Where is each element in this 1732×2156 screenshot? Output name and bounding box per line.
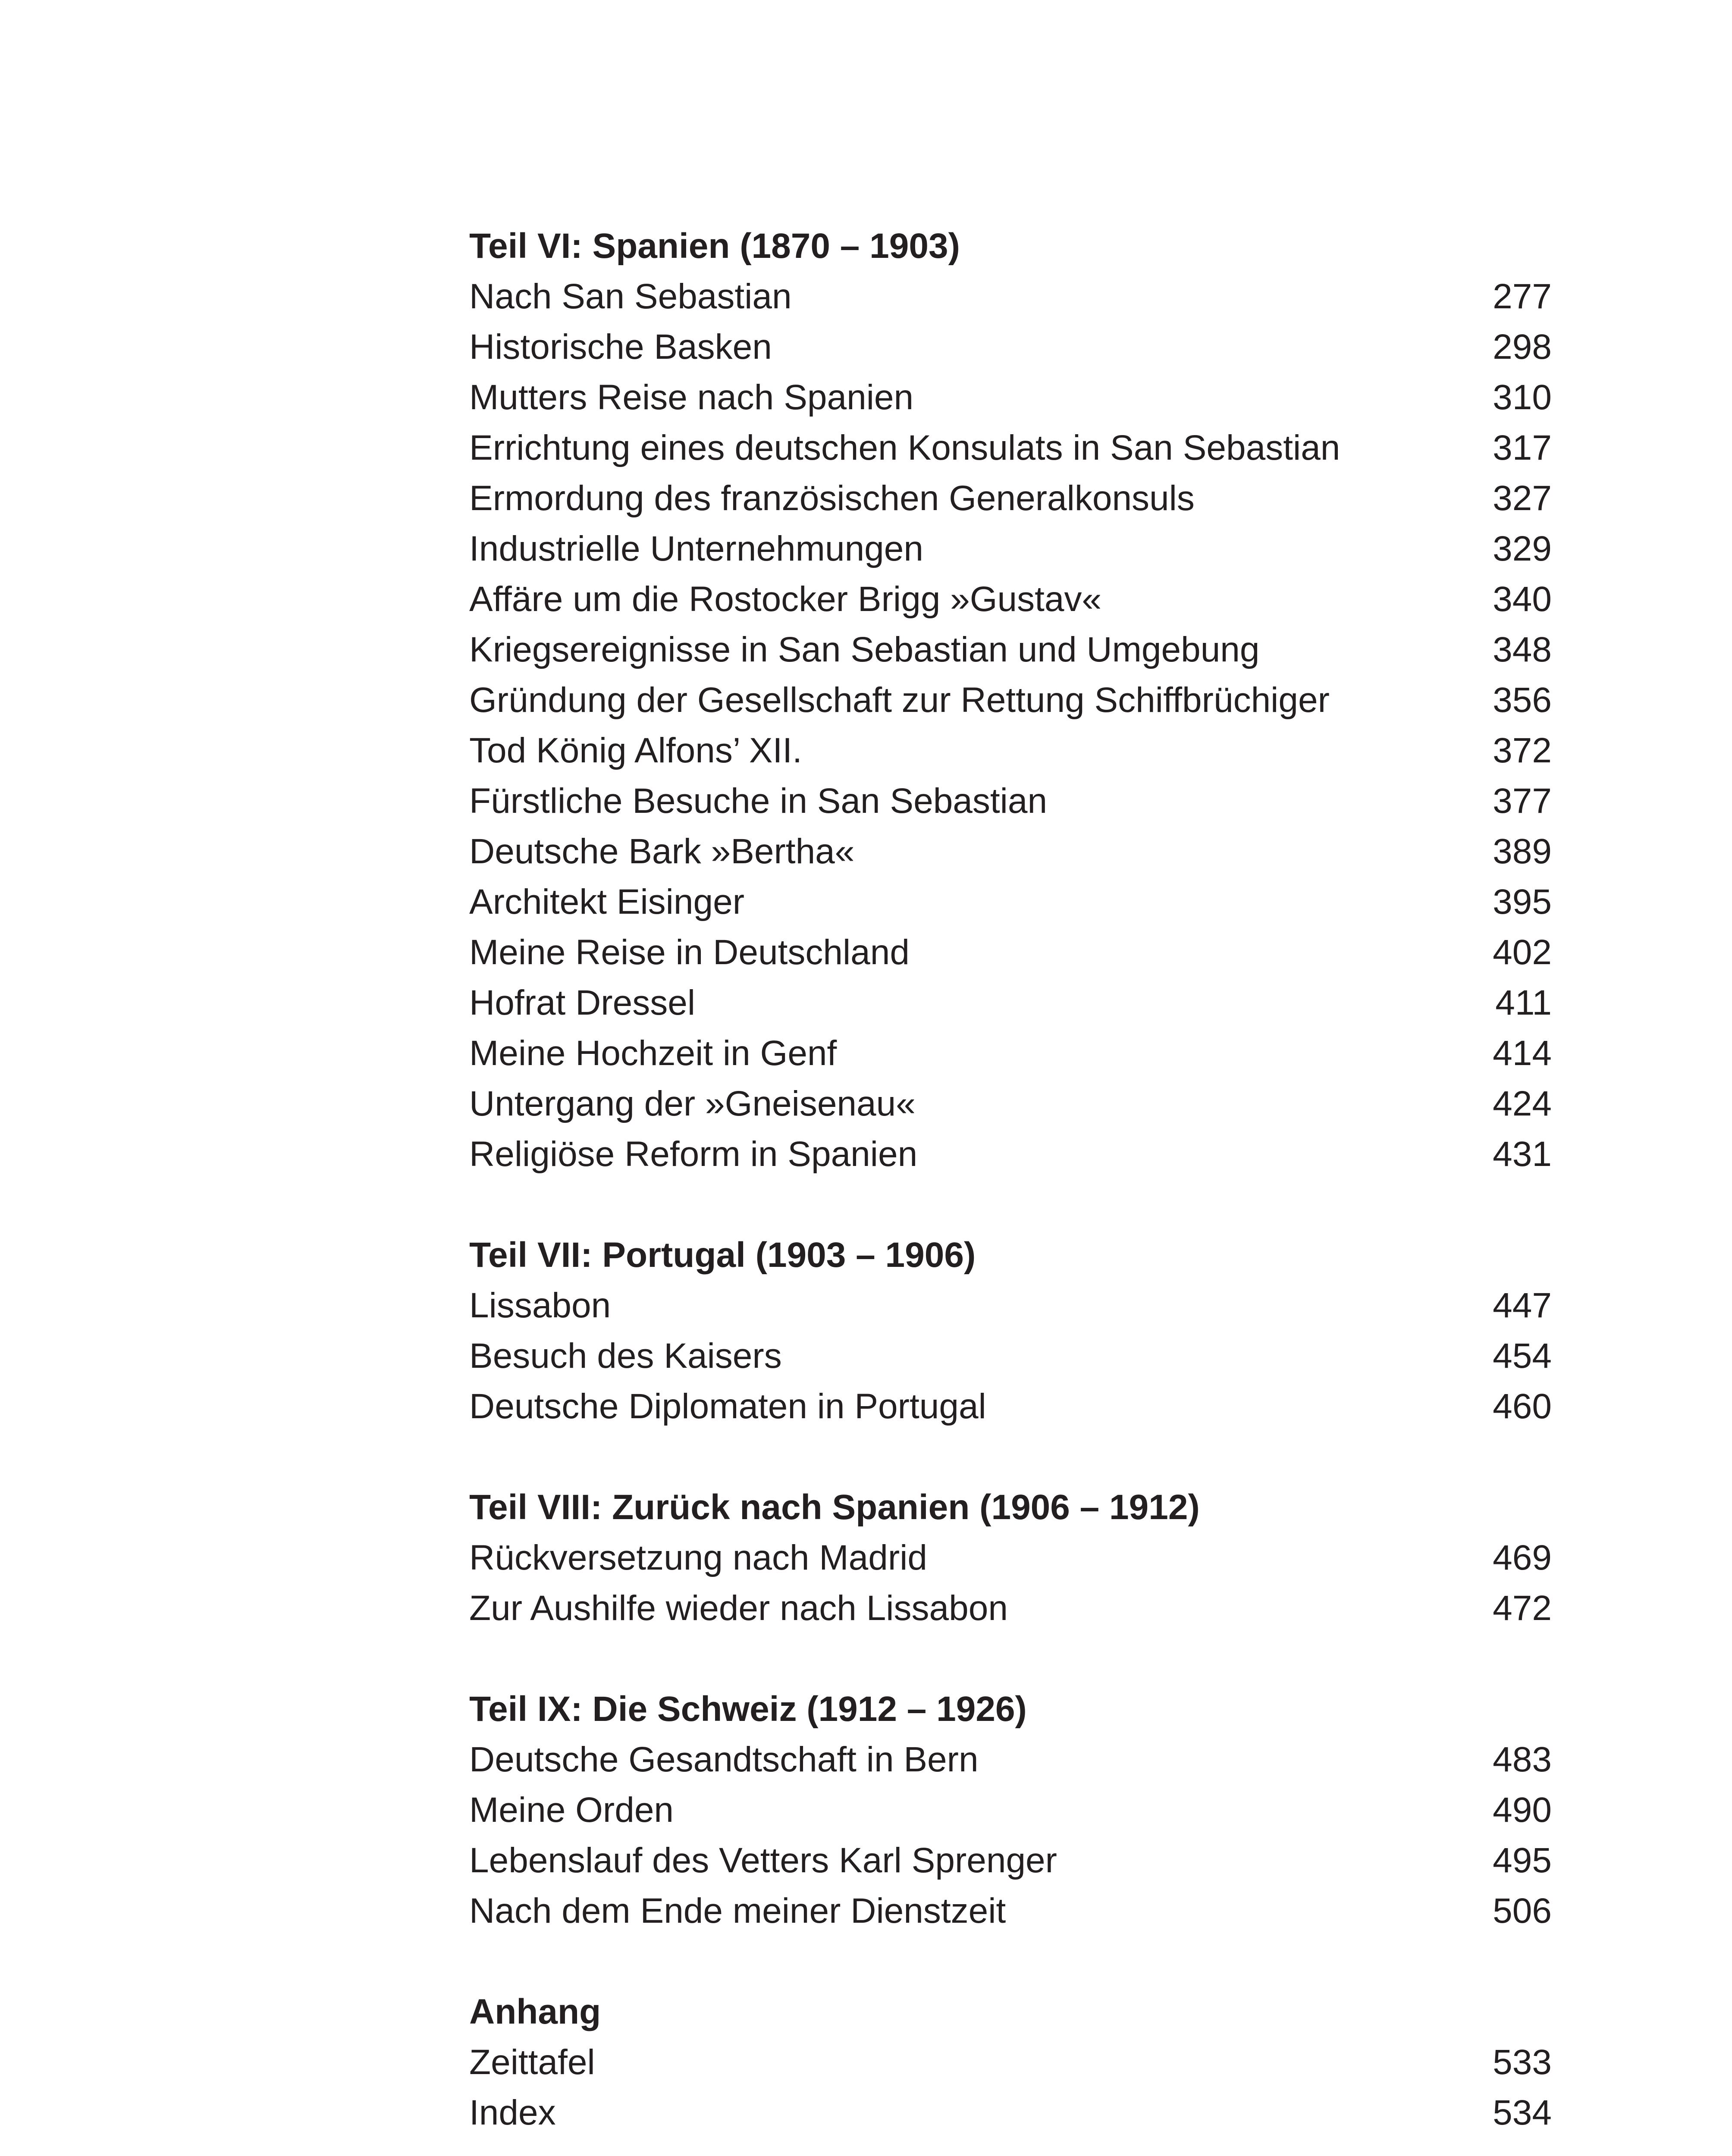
toc-entry	[469, 523, 1552, 574]
entry-page-number: 317	[1493, 428, 1552, 467]
entry-page-number: 506	[1493, 1891, 1552, 1930]
table-of-contents	[469, 221, 1552, 2138]
section-heading: Teil VII: Portugal (1903 – 1906)	[469, 1235, 976, 1275]
entry-page-number: 534	[1493, 2093, 1552, 2132]
entry-page-number: 490	[1493, 1790, 1552, 1830]
toc-section	[469, 1230, 1552, 1432]
entry-title: Hofrat Dressel	[469, 983, 696, 1022]
entry-title: Deutsche Gesandtschaft in Bern	[469, 1740, 979, 1779]
entry-title: Meine Hochzeit in Genf	[469, 1034, 837, 1073]
entry-title: Historische Basken	[469, 327, 772, 367]
entry-title: Gründung der Gesellschaft zur Rettung Schiffbrüchiger	[469, 680, 1330, 720]
entry-title: Mutters Reise nach Spanien	[469, 378, 914, 417]
toc-entry	[469, 826, 1552, 877]
entry-title: Architekt Eisinger	[469, 882, 745, 921]
toc-entry	[469, 1028, 1552, 1078]
entry-page-number: 411	[1495, 983, 1552, 1022]
entry-page-number: 340	[1493, 580, 1552, 619]
entry-title: Kriegsereignisse in San Sebastian und Umgebung	[469, 630, 1260, 669]
toc-entry	[469, 2037, 1552, 2087]
toc-entry	[469, 1835, 1552, 1886]
entry-title: Deutsche Diplomaten in Portugal	[469, 1387, 986, 1426]
entry-title: Rückversetzung nach Madrid	[469, 1538, 927, 1577]
section-heading: Teil VI: Spanien (1870 – 1903)	[469, 226, 960, 266]
entry-title: Errichtung eines deutschen Konsulats in San Sebastian	[469, 428, 1340, 467]
toc-entry	[469, 1331, 1552, 1381]
entry-title: Zur Aushilfe wieder nach Lissabon	[469, 1589, 1008, 1628]
toc-entry	[469, 1280, 1552, 1331]
toc-entry	[469, 776, 1552, 826]
section-heading: Anhang	[469, 1992, 601, 2031]
toc-section	[469, 1482, 1552, 1633]
entry-page-number: 495	[1493, 1841, 1552, 1880]
toc-entry	[469, 473, 1552, 523]
entry-page-number: 454	[1493, 1336, 1552, 1376]
toc-entry	[469, 2087, 1552, 2138]
toc-entry	[469, 978, 1552, 1028]
entry-page-number: 395	[1493, 882, 1552, 921]
toc-section	[469, 1987, 1552, 2138]
toc-entry	[469, 1381, 1552, 1432]
entry-page-number: 472	[1493, 1589, 1552, 1628]
entry-page-number: 447	[1493, 1286, 1552, 1325]
entry-page-number: 277	[1493, 277, 1552, 316]
toc-entry	[469, 725, 1552, 776]
toc-entry	[469, 372, 1552, 423]
entry-page-number: 329	[1493, 529, 1552, 568]
toc-entry	[469, 927, 1552, 978]
entry-title: Ermordung des französischen Generalkonsuls	[469, 479, 1195, 518]
entry-title: Untergang der »Gneisenau«	[469, 1084, 916, 1123]
entry-page-number: 348	[1493, 630, 1552, 669]
entry-page-number: 483	[1493, 1740, 1552, 1779]
toc-section	[469, 1684, 1552, 1936]
toc-entry	[469, 1583, 1552, 1633]
entry-title: Religiöse Reform in Spanien	[469, 1134, 918, 1174]
entry-title: Meine Reise in Deutschland	[469, 933, 910, 972]
toc-entry	[469, 1078, 1552, 1129]
toc-section	[469, 221, 1552, 1179]
toc-entry	[469, 1532, 1552, 1583]
entry-title: Zeittafel	[469, 2043, 595, 2082]
toc-entry	[469, 1886, 1552, 1936]
entry-page-number: 460	[1493, 1387, 1552, 1426]
entry-title: Deutsche Bark »Bertha«	[469, 832, 855, 871]
entry-title: Affäre um die Rostocker Brigg »Gustav«	[469, 580, 1102, 619]
toc-entry	[469, 1734, 1552, 1785]
entry-title: Tod König Alfons’ XII.	[469, 731, 802, 770]
entry-page-number: 389	[1493, 832, 1552, 871]
toc-entry	[469, 322, 1552, 372]
toc-entry	[469, 624, 1552, 675]
entry-page-number: 372	[1493, 731, 1552, 770]
toc-entry	[469, 675, 1552, 725]
entry-page-number: 327	[1493, 479, 1552, 518]
entry-page-number: 414	[1493, 1034, 1552, 1073]
entry-page-number: 356	[1493, 680, 1552, 720]
section-heading: Teil VIII: Zurück nach Spanien (1906 – 1912)	[469, 1488, 1200, 1527]
entry-title: Industrielle Unternehmungen	[469, 529, 923, 568]
entry-page-number: 533	[1493, 2043, 1552, 2082]
entry-page-number: 424	[1493, 1084, 1552, 1123]
section-heading: Teil IX: Die Schweiz (1912 – 1926)	[469, 1689, 1027, 1729]
entry-title: Lebenslauf des Vetters Karl Sprenger	[469, 1841, 1057, 1880]
toc-entry	[469, 877, 1552, 927]
entry-title: Lissabon	[469, 1286, 611, 1325]
entry-title: Fürstliche Besuche in San Sebastian	[469, 781, 1048, 821]
toc-entry	[469, 1785, 1552, 1835]
toc-entry	[469, 574, 1552, 624]
toc-entry	[469, 271, 1552, 322]
entry-page-number: 469	[1493, 1538, 1552, 1577]
entry-page-number: 377	[1493, 781, 1552, 821]
entry-page-number: 431	[1493, 1134, 1552, 1174]
entry-title: Nach San Sebastian	[469, 277, 792, 316]
entry-title: Besuch des Kaisers	[469, 1336, 782, 1376]
entry-page-number: 298	[1493, 327, 1552, 367]
entry-page-number: 402	[1493, 933, 1552, 972]
entry-title: Meine Orden	[469, 1790, 674, 1830]
entry-title: Nach dem Ende meiner Dienstzeit	[469, 1891, 1006, 1930]
toc-entry	[469, 423, 1552, 473]
entry-title: Index	[469, 2093, 556, 2132]
entry-page-number: 310	[1493, 378, 1552, 417]
toc-entry	[469, 1129, 1552, 1179]
